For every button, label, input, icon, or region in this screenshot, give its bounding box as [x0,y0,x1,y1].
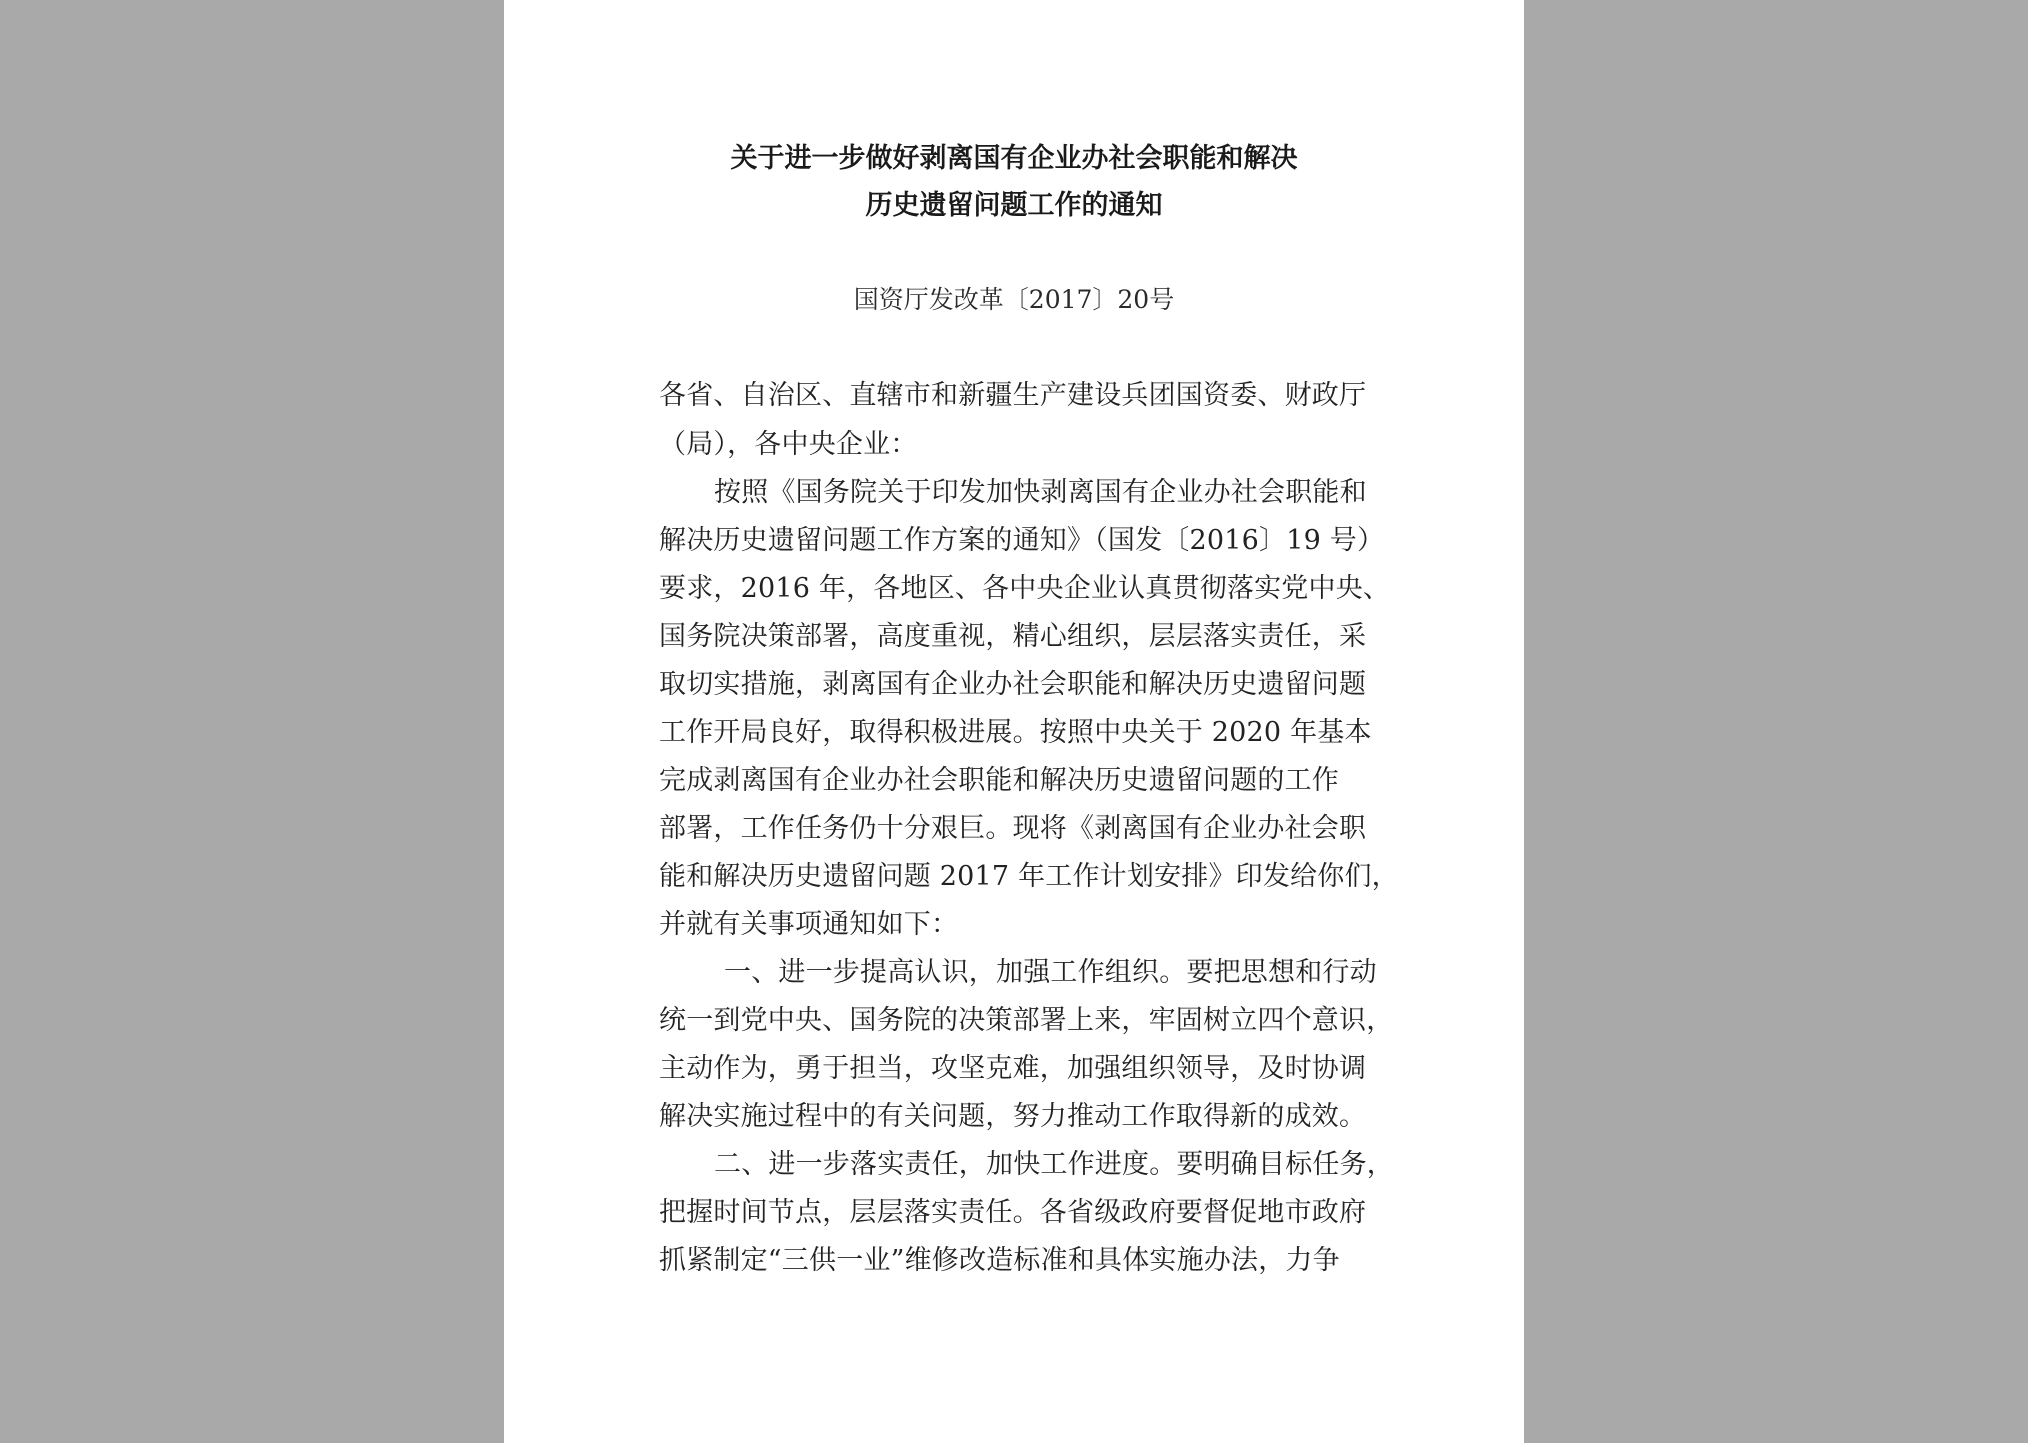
body-line: 抓紧制定“三供一业”维修改造标准和具体实施办法，力争 [659,1245,1340,1276]
body-line: 解决历史遗留问题工作方案的通知》（国发〔2016〕19 号） [659,525,1385,556]
body-line: 国务院决策部署，高度重视，精心组织，层层落实责任，采 [659,621,1367,652]
document-title-line-1: 关于进一步做好剥离国有企业办社会职能和解决 [730,143,1298,174]
body-line: 解决实施过程中的有关问题，努力推动工作取得新的成效。 [659,1101,1367,1132]
body-line: 按照《国务院关于印发加快剥离国有企业办社会职能和 [714,477,1367,508]
body-line: 部署，工作任务仍十分艰巨。现将《剥离国有企业办社会职 [659,813,1367,844]
body-line: 能和解决历史遗留问题 2017 年工作计划安排》印发给你们， [659,861,1399,892]
body-line: 并就有关事项通知如下： [659,909,959,940]
document-number: 国资厅发改革〔2017〕20号 [853,285,1175,314]
body-line: 把握时间节点，层层落实责任。各省级政府要督促地市政府 [659,1197,1367,1228]
body-line: 主动作为，勇于担当，攻坚克难，加强组织领导，及时协调 [659,1053,1367,1084]
document-page [504,0,1524,1443]
body-line: 一、进一步提高认识，加强工作组织。要把思想和行动 [724,957,1377,988]
body-line: （局），各中央企业： [659,429,918,460]
body-line: 统一到党中央、国务院的决策部署上来，牢固树立四个意识， [659,1005,1394,1036]
body-line: 各省、自治区、直辖市和新疆生产建设兵团国资委、财政厅 [659,380,1367,411]
body-line: 取切实措施，剥离国有企业办社会职能和解决历史遗留问题 [659,669,1367,700]
body-line: 要求，2016 年，各地区、各中央企业认真贯彻落实党中央、 [659,573,1391,604]
document-title-line-2: 历史遗留问题工作的通知 [865,190,1163,221]
body-line: 完成剥离国有企业办社会职能和解决历史遗留问题的工作 [659,765,1339,796]
body-line: 工作开局良好，取得积极进展。按照中央关于 2020 年基本 [659,717,1372,748]
body-line: 二、进一步落实责任，加快工作进度。要明确目标任务， [714,1149,1394,1180]
